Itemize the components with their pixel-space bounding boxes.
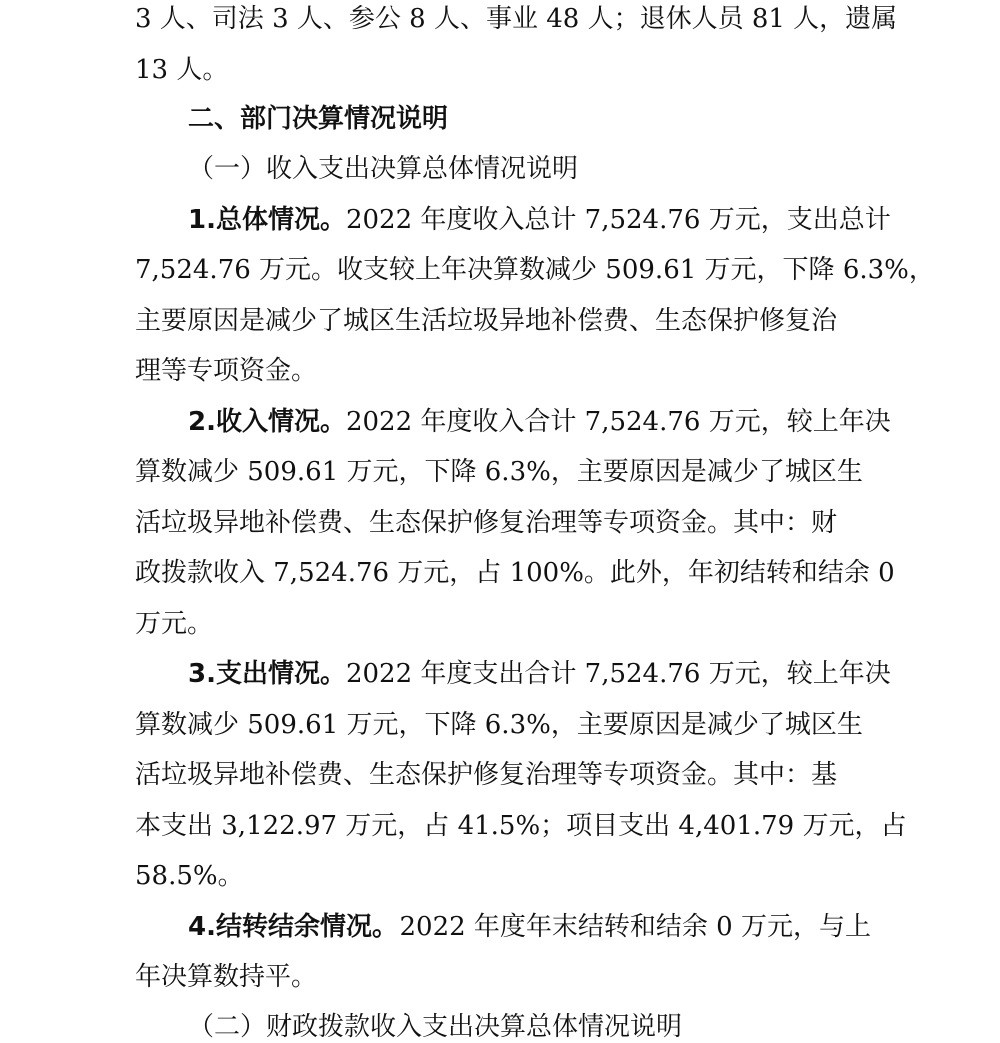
paragraph-line (135, 255, 935, 285)
text-span: 算数减少 509.61 万元，下降 6.3%，主要原因是减少了城区生 (135, 457, 863, 487)
text-span: 本支出 3,122.97 万元，占 41.5%；项目支出 4,401.79 万元，占 (135, 811, 907, 841)
paragraph-line (188, 912, 871, 942)
paragraph-line (188, 407, 891, 437)
text-span: 活垃圾异地补偿费、生态保护修复治理等专项资金。其中：基 (135, 760, 838, 790)
text-span: 2022 年度支出合计 7,524.76 万元，较上年决 (345, 659, 891, 689)
text-span: 2022 年度收入总计 7,524.76 万元，支出总计 (345, 205, 891, 235)
paragraph-line (135, 861, 244, 891)
text-span: 7,524.76 万元。收支较上年决算数减少 509.61 万元，下降 6.3%， (135, 255, 935, 285)
text-span: 2022 年度收入合计 7,524.76 万元，较上年决 (345, 407, 891, 437)
paragraph-line (135, 962, 317, 992)
text-line (135, 4, 898, 34)
paragraph-line (135, 457, 863, 487)
paragraph-line (135, 558, 895, 588)
section-heading: 二、部门决算情况说明 (188, 104, 449, 134)
text-span: 活垃圾异地补偿费、生态保护修复治理等专项资金。其中：财 (135, 508, 838, 538)
subsection-heading: （一）收入支出决算总体情况说明 (188, 154, 579, 184)
paragraph-line (135, 811, 906, 841)
paragraph-line (188, 205, 891, 235)
paragraph-line (135, 609, 213, 639)
paragraph-line (135, 306, 837, 336)
paragraph-line (135, 508, 837, 538)
paragraph-line (135, 710, 863, 740)
paragraph-line (135, 356, 317, 386)
text-span: 政拨款收入 7,524.76 万元，占 100%。此外，年初结转和结余 0 (135, 558, 895, 588)
text-span: 58.5%。 (135, 861, 244, 891)
text-span: 3 人、司法 3 人、参公 8 人、事业 48 人；退休人员 81 人，遗属 (135, 4, 898, 34)
paragraph-label: 4.结转结余情况。 (188, 912, 398, 942)
text-span: 13 人。 (135, 55, 229, 85)
paragraph-label: 2.收入情况。 (188, 407, 346, 437)
paragraph-label: 3.支出情况。 (188, 659, 346, 689)
text-span: 主要原因是减少了城区生活垃圾异地补偿费、生态保护修复治 (135, 306, 838, 336)
text-span: 万元。 (135, 609, 214, 639)
text-span: 2022 年度年末结转和结余 0 万元，与上 (399, 912, 871, 942)
paragraph-label: 1.总体情况。 (188, 205, 346, 235)
subsection-heading: （二）财政拨款收入支出决算总体情况说明 (188, 1012, 683, 1042)
paragraph-line (135, 760, 837, 790)
paragraph-line (188, 659, 891, 689)
text-span: 年决算数持平。 (135, 962, 318, 992)
text-line (135, 55, 228, 85)
text-span: 理等专项资金。 (135, 356, 318, 386)
text-span: 算数减少 509.61 万元，下降 6.3%，主要原因是减少了城区生 (135, 710, 863, 740)
